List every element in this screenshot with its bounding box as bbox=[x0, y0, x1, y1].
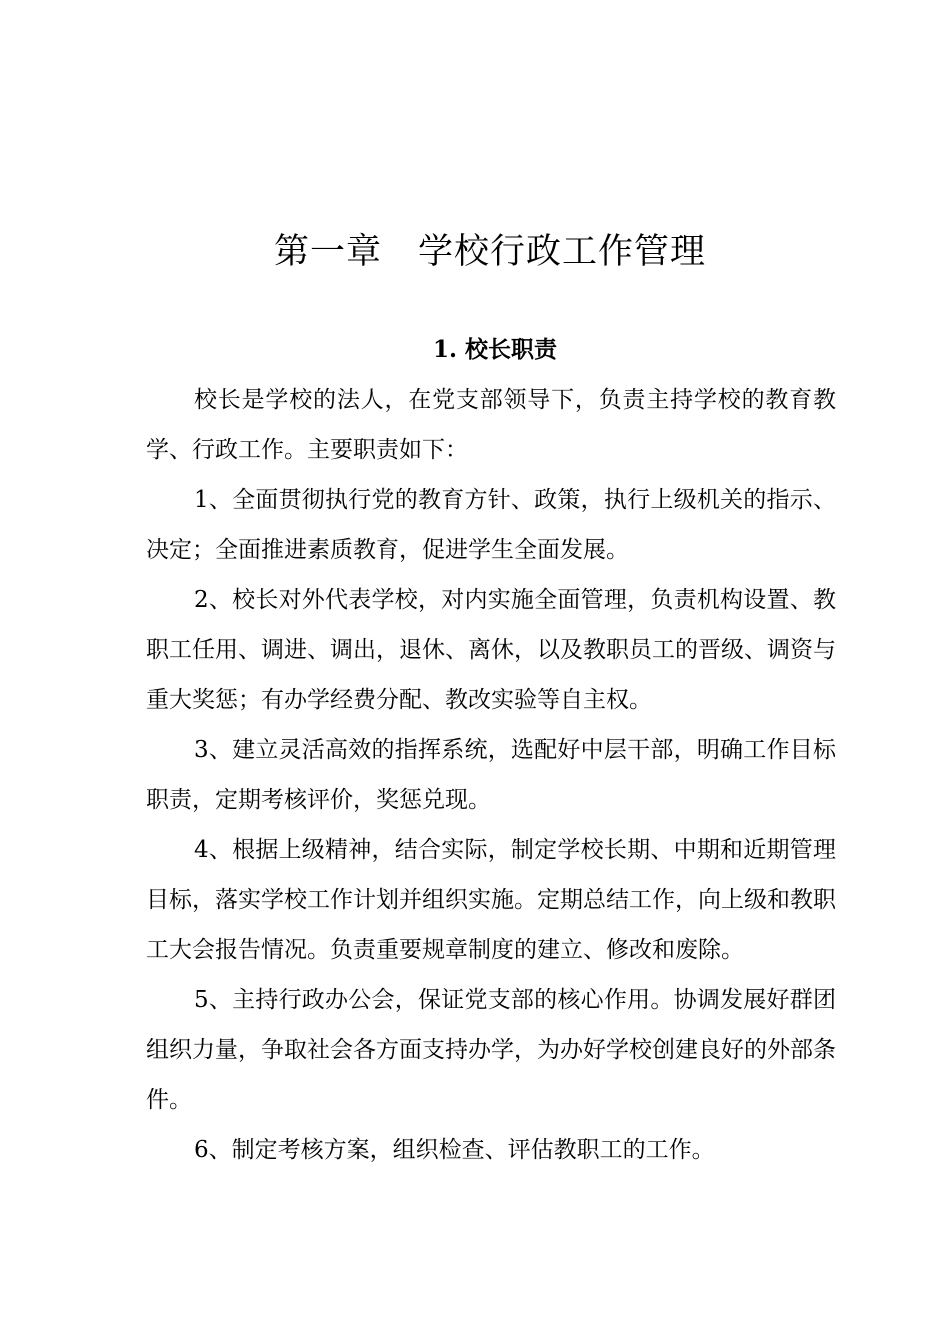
intro-paragraph: 校长是学校的法人，在党支部领导下，负责主持学校的教育教学、行政工作。主要职责如下： bbox=[146, 387, 836, 463]
duty-item-4: 4、根据上级精神，结合实际，制定学校长期、中期和近期管理目标，落实学校工作计划并组织实施。定期总结工作，向上级和教职工大会报告情况。负责重要规章制度的建立、修改和废除。 bbox=[146, 837, 836, 963]
chapter-title: 第一章 学校行政工作管理 bbox=[273, 232, 706, 272]
duty-item-2: 2、校长对外代表学校，对内实施全面管理，负责机构设置、教职工任用、调进、调出，退休、离休，以及教职员工的晋级、调资与重大奖惩；有办学经费分配、教改实验等自主权。 bbox=[146, 587, 836, 713]
duty-item-1: 1、全面贯彻执行党的教育方针、政策，执行上级机关的指示、决定；全面推进素质教育，促进学生全面发展。 bbox=[146, 487, 836, 563]
duty-item-3: 3、建立灵活高效的指挥系统，选配好中层干部，明确工作目标职责，定期考核评价，奖惩兑现。 bbox=[146, 737, 836, 813]
duty-item-5: 5、主持行政办公会，保证党支部的核心作用。协调发展好群团组织力量，争取社会各方面支持办学，为办好学校创建良好的外部条件。 bbox=[146, 987, 836, 1113]
body-text bbox=[146, 375, 836, 1175]
duty-item-6: 6、制定考核方案，组织检查、评估教职工的工作。 bbox=[194, 1137, 715, 1163]
section-title: 1. 校长职责 bbox=[432, 336, 558, 363]
